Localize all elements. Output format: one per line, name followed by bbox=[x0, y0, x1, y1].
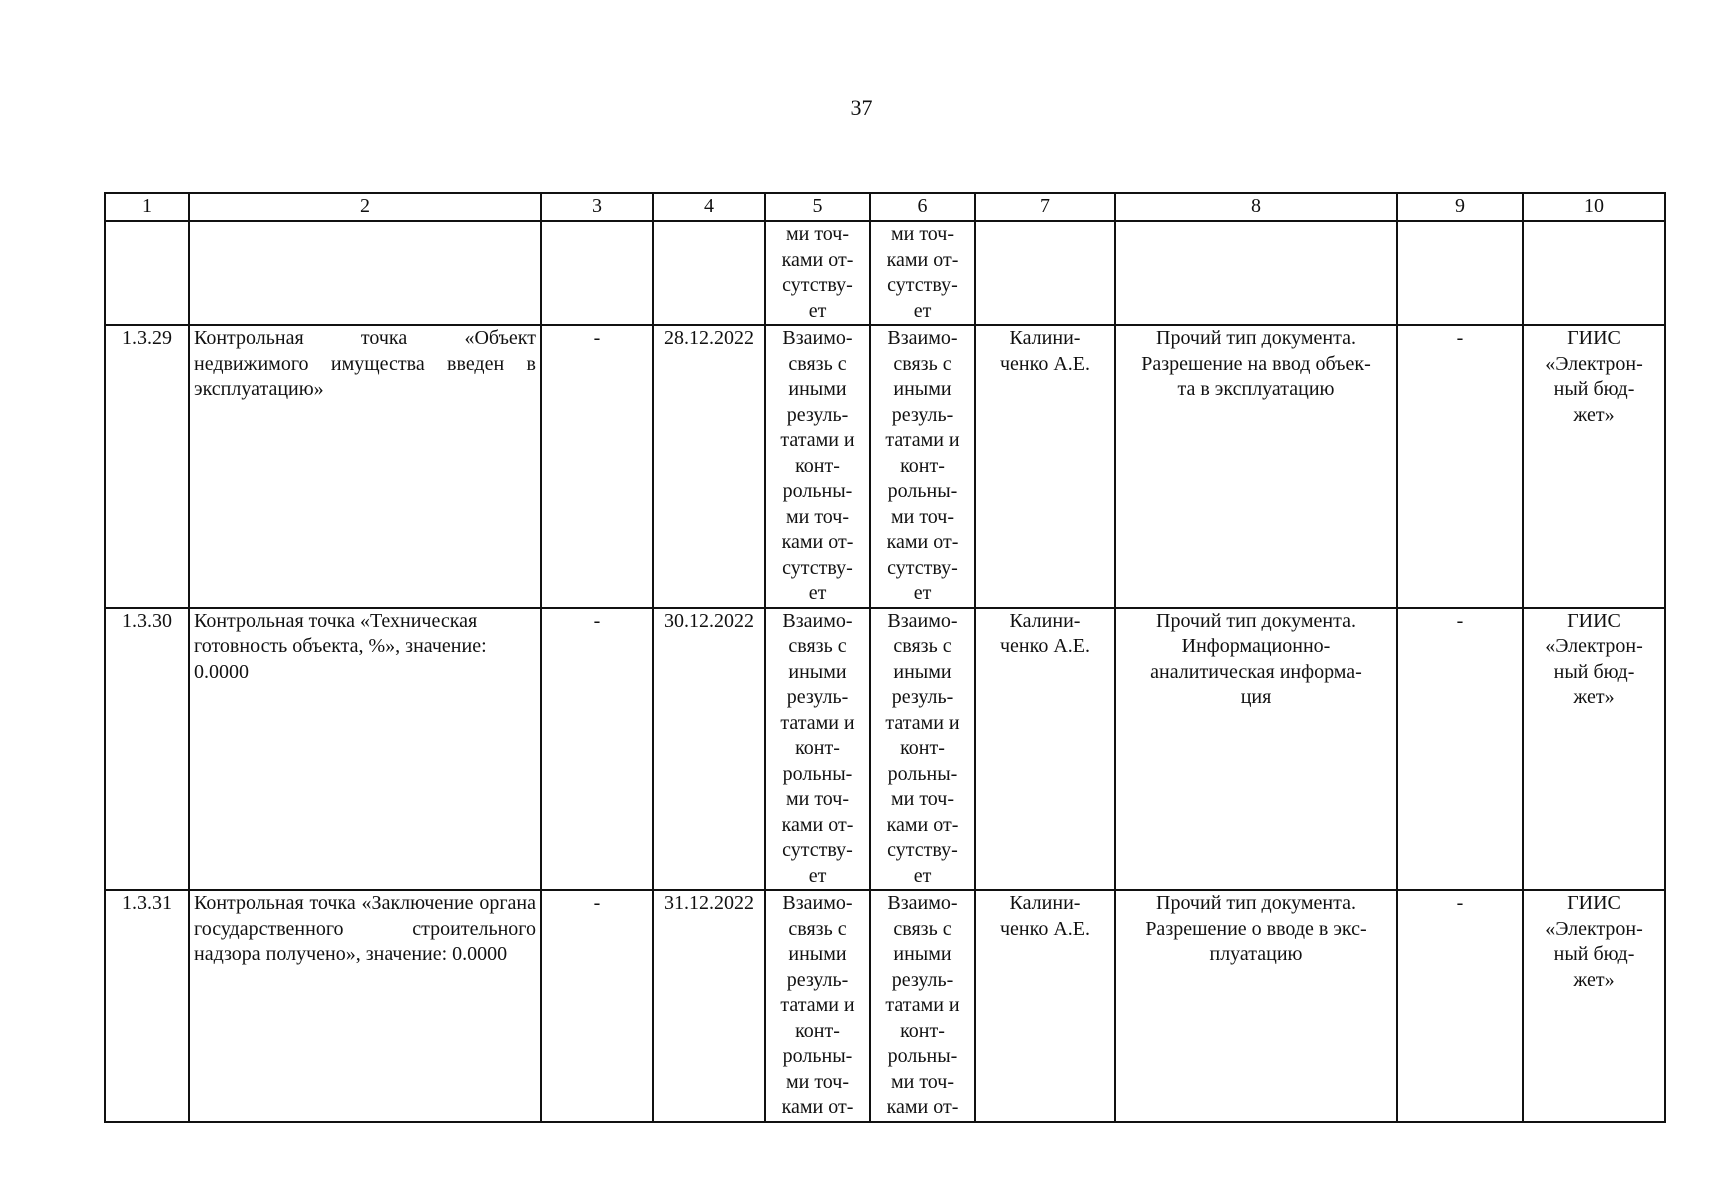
system-cell: ГИИС «Электрон- ный бюд- жет» bbox=[1523, 325, 1665, 608]
page-number: 37 bbox=[850, 95, 873, 120]
column-header: 9 bbox=[1397, 193, 1523, 221]
column-header: 5 bbox=[765, 193, 870, 221]
interrelation-cell: Взаимо- связь с иными резуль- татами и конт- рольны- ми точ- ками от- сутству- ет bbox=[765, 608, 870, 891]
interrelation-cell: Взаимо- связь с иными резуль- татами и конт- рольны- ми точ- ками от- сутству- ет bbox=[765, 325, 870, 608]
table-cell bbox=[1397, 221, 1523, 325]
interrelation-cell: ми точ- ками от- сутству- ет bbox=[765, 221, 870, 325]
interrelation-cell: Взаимо- связь с иными резуль- татами и конт- рольны- ми точ- ками от- сутству- ет bbox=[870, 325, 975, 608]
table-cell bbox=[1523, 221, 1665, 325]
interrelation-cell: Взаимо- связь с иными резуль- татами и конт- рольны- ми точ- ками от- сутству- ет bbox=[870, 608, 975, 891]
system-cell: ГИИС «Электрон- ный бюд- жет» bbox=[1523, 890, 1665, 1122]
date-cell: 31.12.2022 bbox=[653, 890, 765, 1122]
system-cell: ГИИС «Электрон- ный бюд- жет» bbox=[1523, 608, 1665, 891]
control-point-name: Контрольная точка «Техническая готовность объекта, %», значение: 0.0000 bbox=[189, 608, 541, 891]
document-type-cell: Прочий тип документа. Разрешение о вводе в экс- плуатацию bbox=[1115, 890, 1397, 1122]
table-cell bbox=[1115, 221, 1397, 325]
column-header: 2 bbox=[189, 193, 541, 221]
table-cell: - bbox=[1397, 890, 1523, 1122]
table-cell: - bbox=[541, 325, 653, 608]
table-cell bbox=[541, 221, 653, 325]
table-cell: - bbox=[541, 608, 653, 891]
column-numbers-row bbox=[105, 193, 1665, 221]
column-header: 7 bbox=[975, 193, 1115, 221]
table-row bbox=[105, 890, 1665, 1122]
column-header: 10 bbox=[1523, 193, 1665, 221]
interrelation-cell: Взаимо- связь с иными резуль- татами и конт- рольны- ми точ- ками от- bbox=[870, 890, 975, 1122]
column-header: 1 bbox=[105, 193, 189, 221]
row-number: 1.3.29 bbox=[105, 325, 189, 608]
table-cell: - bbox=[1397, 608, 1523, 891]
control-point-name: Контрольная точка «Заключение органа государственного строительного надзора получено», значение: 0.0000 bbox=[189, 890, 541, 1122]
control-points-table bbox=[104, 192, 1666, 1123]
responsible-cell: Калини- ченко А.Е. bbox=[975, 608, 1115, 891]
table-cell bbox=[105, 221, 189, 325]
table-cell: - bbox=[1397, 325, 1523, 608]
table-row bbox=[105, 608, 1665, 891]
table-cell bbox=[653, 221, 765, 325]
table-row bbox=[105, 325, 1665, 608]
date-cell: 30.12.2022 bbox=[653, 608, 765, 891]
column-header: 8 bbox=[1115, 193, 1397, 221]
responsible-cell: Калини- ченко А.Е. bbox=[975, 890, 1115, 1122]
table-cell: - bbox=[541, 890, 653, 1122]
control-point-name: Контрольная точка «Объект недвижимого имущества введен в эксплуатацию» bbox=[189, 325, 541, 608]
document-type-cell: Прочий тип документа. Разрешение на ввод объек- та в эксплуатацию bbox=[1115, 325, 1397, 608]
row-number: 1.3.31 bbox=[105, 890, 189, 1122]
document-type-cell: Прочий тип документа. Информационно- аналитическая информа- ция bbox=[1115, 608, 1397, 891]
interrelation-cell: ми точ- ками от- сутству- ет bbox=[870, 221, 975, 325]
continuation-row bbox=[105, 221, 1665, 325]
column-header: 4 bbox=[653, 193, 765, 221]
row-number: 1.3.30 bbox=[105, 608, 189, 891]
column-header: 6 bbox=[870, 193, 975, 221]
date-cell: 28.12.2022 bbox=[653, 325, 765, 608]
interrelation-cell: Взаимо- связь с иными резуль- татами и конт- рольны- ми точ- ками от- bbox=[765, 890, 870, 1122]
table-cell bbox=[975, 221, 1115, 325]
column-header: 3 bbox=[541, 193, 653, 221]
responsible-cell: Калини- ченко А.Е. bbox=[975, 325, 1115, 608]
table-cell bbox=[189, 221, 541, 325]
